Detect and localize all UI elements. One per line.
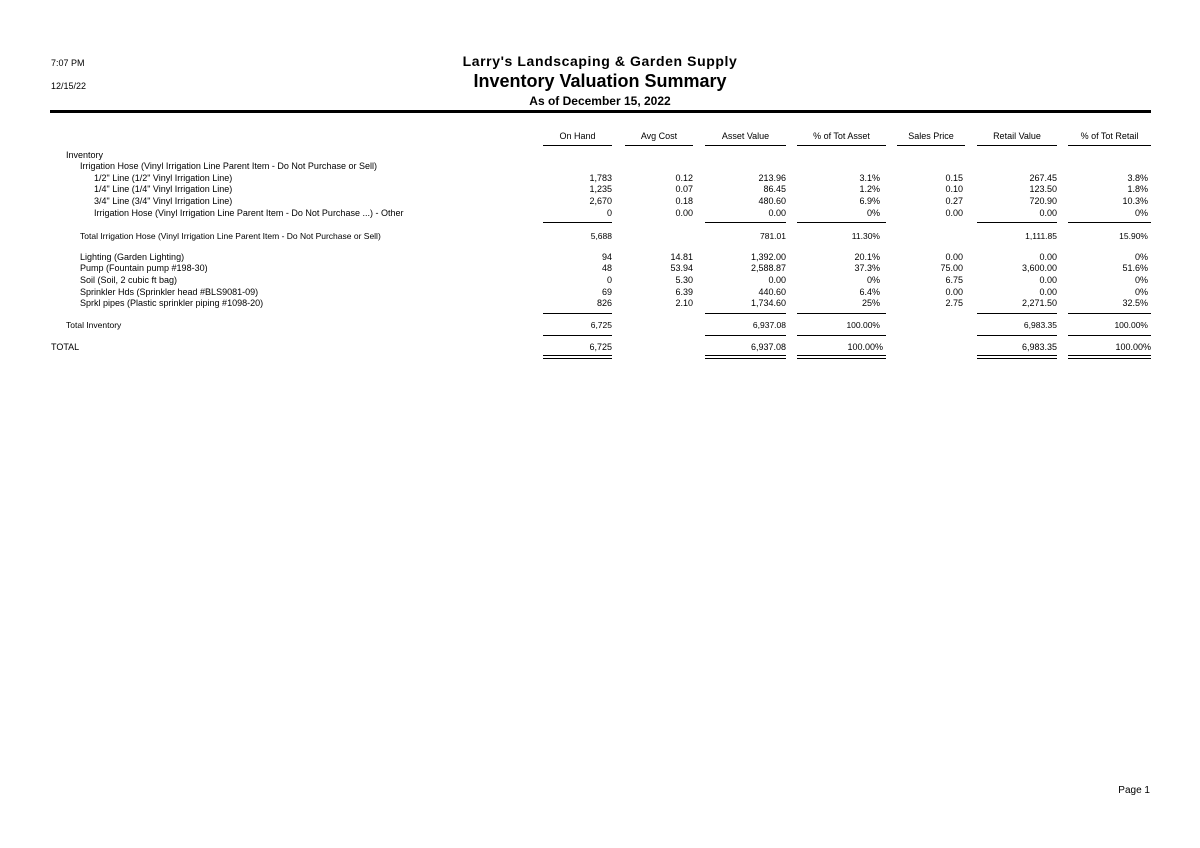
double-rule [1068,358,1151,359]
subtotal-rule [977,222,1057,223]
item-label: Lighting (Garden Lighting) [80,252,185,262]
on-hand-cell: 48 [601,263,612,273]
subtotal-rule [543,313,612,314]
pct-asset-cell: 3.1% [859,173,880,183]
asset-value-cell: 6,937.08 [750,342,786,352]
pct-asset-cell: 25% [861,298,880,308]
asset-value-cell: 1,392.00 [750,252,786,262]
item-label: Sprinkler Hds (Sprinkler head #BLS9081-09) [80,287,259,297]
avg-cost-cell: 0.18 [675,196,693,206]
subtotal-rule [1068,222,1151,223]
on-hand-cell: 94 [601,252,612,262]
sales-price-cell: 0.00 [945,252,963,262]
header-underline [705,145,786,146]
pct-retail-cell: 0% [1134,252,1148,262]
on-hand-cell: 0 [606,208,612,218]
asset-value-cell: 86.45 [763,184,786,194]
header-underline [625,145,693,146]
header-underline [797,145,886,146]
item-label: 1/2" Line (1/2" Vinyl Irrigation Line) [94,173,233,183]
pct-asset-cell: 6.4% [859,287,880,297]
on-hand-cell: 69 [601,287,612,297]
report-subtitle: As of December 15, 2022 [529,94,671,108]
avg-cost-cell: 53.94 [670,263,693,273]
retail-value-cell: 2,271.50 [1021,298,1057,308]
header-underline [543,145,612,146]
avg-cost-cell: 5.30 [675,275,693,285]
report-time: 7:07 PM [51,58,85,68]
subtotal-rule [1068,313,1151,314]
sales-price-cell: 0.10 [945,184,963,194]
subtotal-rule [705,335,786,336]
retail-value-cell: 0.00 [1039,208,1057,218]
subtotal-rule [797,313,886,314]
company-name: Larry's Landscaping & Garden Supply [462,53,738,69]
retail-value-cell: 720.90 [1029,196,1057,206]
pct-asset-cell: 11.30% [851,231,880,241]
column-header-asset-value: Asset Value [721,131,770,141]
table-row [0,184,1200,196]
double-rule [797,358,886,359]
on-hand-cell: 0 [606,275,612,285]
report-date: 12/15/22 [51,81,87,91]
subtotal-rule [705,222,786,223]
asset-value-cell: 6,937.08 [752,320,786,330]
pct-retail-cell: 0% [1134,208,1148,218]
page-number: Page 1 [1118,785,1150,796]
sales-price-cell: 0.00 [945,287,963,297]
table-row [0,208,1200,220]
retail-value-cell: 123.50 [1029,184,1057,194]
avg-cost-cell: 14.81 [670,252,693,262]
subtotal-rule [543,335,612,336]
total-label: Total Irrigation Hose (Vinyl Irrigation Line Parent Item - Do Not Purchase or Sell) [80,231,381,241]
on-hand-cell: 826 [596,298,612,308]
column-header-retail-value: Retail Value [993,131,1041,141]
item-label: 3/4" Line (3/4" Vinyl Irrigation Line) [94,196,233,206]
item-label: Soil (Soil, 2 cubic ft bag) [80,275,178,285]
pct-asset-cell: 6.9% [859,196,880,206]
subtotal-rule [1068,335,1151,336]
pct-asset-cell: 37.3% [854,263,880,273]
asset-value-cell: 1,734.60 [750,298,786,308]
asset-value-cell: 0.00 [768,275,786,285]
header-underline [897,145,965,146]
retail-value-cell: 0.00 [1039,275,1057,285]
total-label: Total Inventory [66,320,122,330]
retail-value-cell: 0.00 [1039,287,1057,297]
total-row-inventory [0,320,1200,332]
on-hand-cell: 1,783 [589,173,612,183]
pct-asset-cell: 20.1% [854,252,880,262]
subtotal-rule [977,313,1057,314]
column-header-pct-retail: % of Tot Retail [1080,131,1139,141]
pct-retail-cell: 1.8% [1127,184,1148,194]
pct-retail-cell: 0% [1134,287,1148,297]
pct-retail-cell: 10.3% [1122,196,1148,206]
sales-price-cell: 75.00 [940,263,963,273]
pct-retail-cell: 51.6% [1122,263,1148,273]
total-row-irrigation-hose [0,231,1200,243]
double-rule [977,355,1057,356]
avg-cost-cell: 0.07 [675,184,693,194]
on-hand-cell: 6,725 [589,342,612,352]
item-label: Irrigation Hose (Vinyl Irrigation Line Parent Item - Do Not Purchase ...) - Other [94,208,404,218]
asset-value-cell: 213.96 [758,173,786,183]
table-row [0,263,1200,275]
pct-retail-cell: 0% [1134,275,1148,285]
column-header-on-hand: On Hand [559,131,596,141]
sales-price-cell: 6.75 [945,275,963,285]
avg-cost-cell: 0.00 [675,208,693,218]
pct-asset-cell: 1.2% [859,184,880,194]
double-rule [543,355,612,356]
sales-price-cell: 2.75 [945,298,963,308]
pct-retail-cell: 100.00% [1115,342,1151,352]
avg-cost-cell: 6.39 [675,287,693,297]
asset-value-cell: 480.60 [758,196,786,206]
subtotal-rule [977,335,1057,336]
subtotal-rule [705,313,786,314]
on-hand-cell: 5,688 [590,231,612,241]
asset-value-cell: 440.60 [758,287,786,297]
retail-value-cell: 6,983.35 [1021,342,1057,352]
section-label: Irrigation Hose (Vinyl Irrigation Line Parent Item - Do Not Purchase or Sell) [80,161,377,171]
table-row [0,298,1200,310]
retail-value-cell: 6,983.35 [1023,320,1057,330]
pct-retail-cell: 100.00% [1114,320,1148,330]
on-hand-cell: 1,235 [589,184,612,194]
header-underline [1068,145,1151,146]
pct-retail-cell: 32.5% [1122,298,1148,308]
section-label: Inventory [66,150,104,160]
pct-retail-cell: 3.8% [1127,173,1148,183]
column-header-pct-asset: % of Tot Asset [813,131,870,141]
sales-price-cell: 0.15 [945,173,963,183]
retail-value-cell: 1,111.85 [1025,231,1057,241]
double-rule [1068,355,1151,356]
asset-value-cell: 781.01 [760,231,786,241]
pct-asset-cell: 0% [866,208,880,218]
pct-retail-cell: 15.90% [1119,231,1148,241]
header-underline [977,145,1057,146]
pct-asset-cell: 100.00% [846,320,880,330]
subtotal-rule [797,335,886,336]
subtotal-rule [543,222,612,223]
column-header-sales-price: Sales Price [908,131,954,141]
retail-value-cell: 0.00 [1039,252,1057,262]
sales-price-cell: 0.00 [945,208,963,218]
column-header-avg-cost: Avg Cost [640,131,678,141]
header-rule [50,110,1151,113]
section-irrigation-hose [0,161,1200,173]
pct-asset-cell: 100.00% [847,342,883,352]
double-rule [543,358,612,359]
on-hand-cell: 6,725 [590,320,612,330]
retail-value-cell: 267.45 [1029,173,1057,183]
double-rule [977,358,1057,359]
avg-cost-cell: 0.12 [675,173,693,183]
double-rule [705,355,786,356]
retail-value-cell: 3,600.00 [1021,263,1057,273]
total-label: TOTAL [51,342,80,352]
subtotal-rule [797,222,886,223]
avg-cost-cell: 2.10 [675,298,693,308]
asset-value-cell: 0.00 [768,208,786,218]
table-row [0,196,1200,208]
on-hand-cell: 2,670 [589,196,612,206]
sales-price-cell: 0.27 [945,196,963,206]
table-row [0,275,1200,287]
double-rule [797,355,886,356]
item-label: 1/4" Line (1/4" Vinyl Irrigation Line) [94,184,233,194]
pct-asset-cell: 0% [866,275,880,285]
asset-value-cell: 2,588.87 [750,263,786,273]
item-label: Pump (Fountain pump #198-30) [80,263,208,273]
total-row-grand [0,342,1200,354]
item-label: Sprkl pipes (Plastic sprinkler piping #1098-20) [80,298,264,308]
double-rule [705,358,786,359]
report-title: Inventory Valuation Summary [473,71,727,91]
